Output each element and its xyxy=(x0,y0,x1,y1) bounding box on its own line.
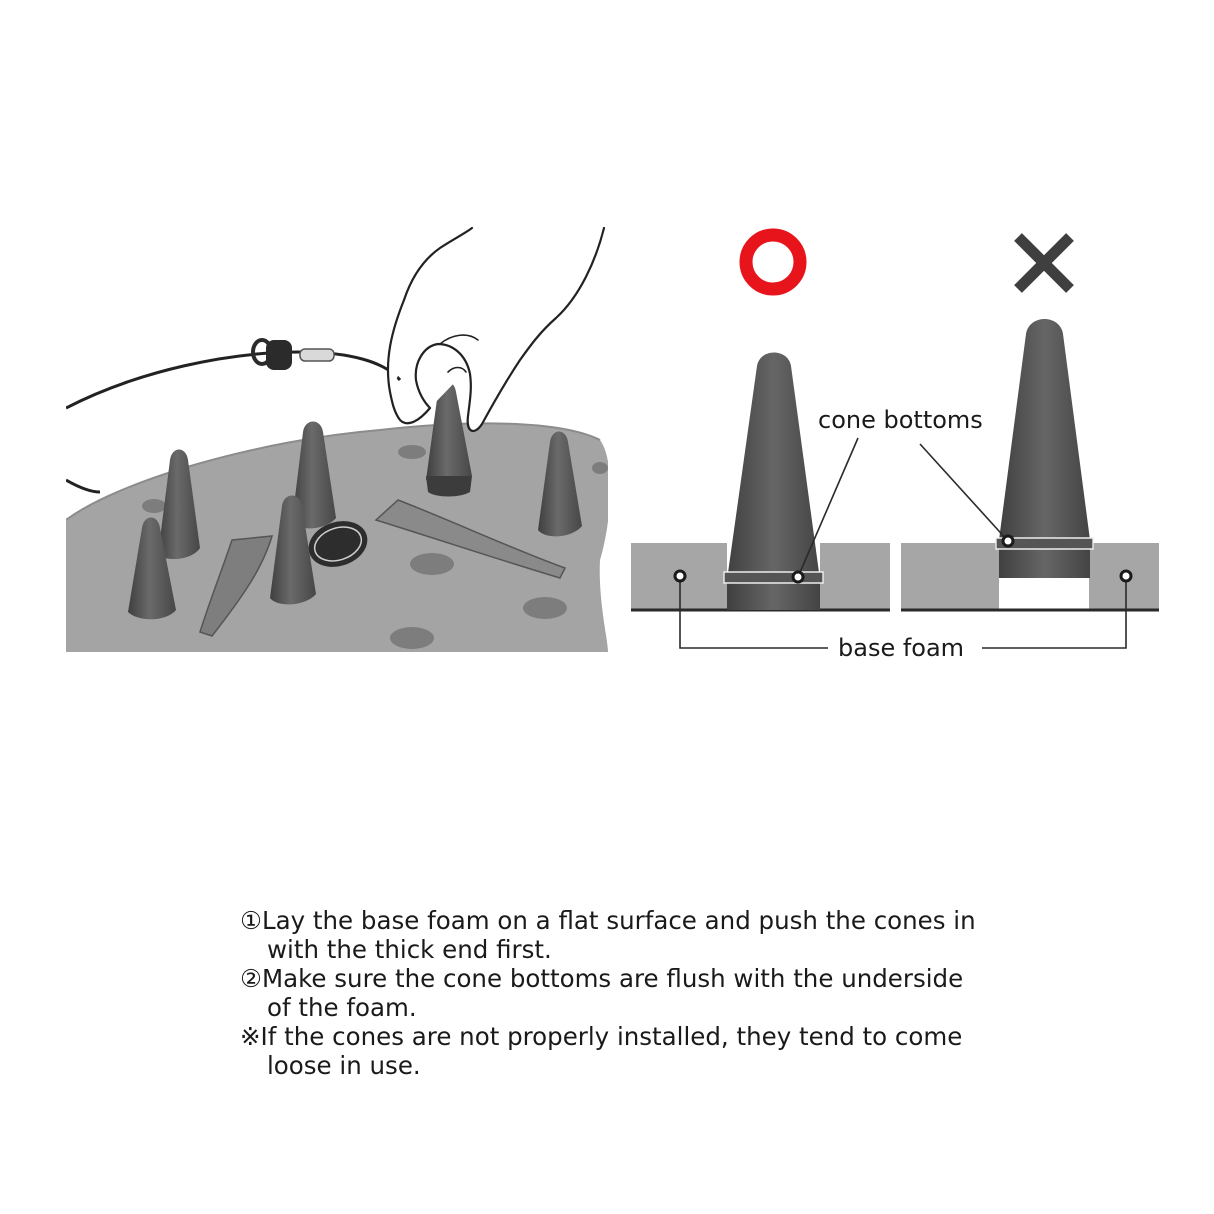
instruction-line: loose in use. xyxy=(267,1051,421,1080)
carry-cord-lower xyxy=(66,480,100,492)
instruction-line: ①Lay the base foam on a flat surface and push the cones in xyxy=(240,906,976,935)
correct-circle-icon xyxy=(746,235,800,289)
incorrect-installation-panel xyxy=(901,319,1159,610)
incorrect-cross-icon xyxy=(1018,237,1070,289)
hand-illustration xyxy=(388,228,604,431)
cone-bottom-ring-correct xyxy=(724,572,823,583)
foam-hole xyxy=(398,445,426,459)
leader-dot xyxy=(793,572,803,582)
foam-hole xyxy=(390,627,434,649)
instruction-line: of the foam. xyxy=(267,993,417,1022)
instructions-text xyxy=(240,906,1000,1080)
foam-block-left-x xyxy=(901,543,999,609)
instruction-step xyxy=(240,964,1000,1022)
instruction-line: ②Make sure the cone bottoms are flush with the underside xyxy=(240,964,964,993)
foam-block-right xyxy=(820,543,890,609)
foam-hole xyxy=(142,499,166,513)
cord-stopper-icon xyxy=(253,340,334,370)
instruction-line: with the thick end first. xyxy=(267,935,552,964)
foam-hole xyxy=(410,553,454,575)
foam-hole xyxy=(592,462,608,474)
foam-hole xyxy=(523,597,567,619)
instruction-line: ※If the cones are not properly installed, they tend to come xyxy=(240,1022,963,1051)
cone-fit-diagram xyxy=(631,235,1159,662)
leader-cone-bottom-incorrect xyxy=(920,444,1008,541)
leader-dot xyxy=(675,571,685,581)
correct-installation-panel xyxy=(631,353,890,611)
carry-cord xyxy=(66,352,400,408)
leader-dot xyxy=(1003,536,1013,546)
leader-dot xyxy=(1121,571,1131,581)
label-cone-bottoms: cone bottoms xyxy=(818,406,983,434)
instruction-step xyxy=(240,906,1000,964)
instruction-step xyxy=(240,1022,1000,1080)
label-base-foam: base foam xyxy=(838,634,965,662)
installation-scene xyxy=(66,228,610,652)
